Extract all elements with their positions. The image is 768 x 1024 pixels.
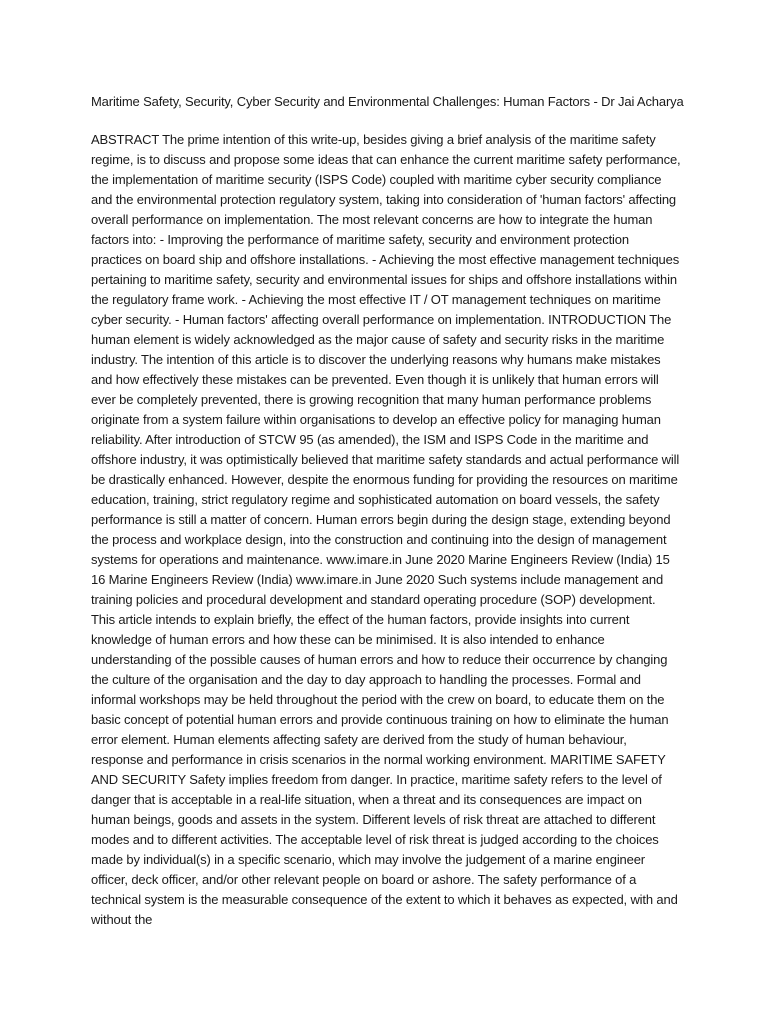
document-title: Maritime Safety, Security, Cyber Security and Environmental Challenges: Human Factors - Dr Jai Acharya [91,94,684,109]
document-body-text: ABSTRACT The prime intention of this write-up, besides giving a brief analysis of the maritime safety regime, is to discuss and propose some ideas that can enhance the current maritime safety performance, the implementation of maritime security (ISPS Code) coupled with maritime cyber security compliance and the environmental protection regulatory system, taking into consideration of 'human factors' affecting overall performance on implementation. The most relevant concerns are how to integrate the human factors into: - Improving the performance of maritime safety, security and environment protection practices on board ship and offshore installations. - Achieving the most effective management techniques pertaining to maritime safety, security and environmental issues for ships and offshore installations within the regulatory frame work. - Achieving the most effective IT / OT management techniques on maritime cyber security. - Human factors' affecting overall performance on implementation. INTRODUCTION The human element is widely acknowledged as the major cause of safety and security risks in the maritime industry. The intention of this article is to discover the underlying reasons why humans make mistakes and how effectively these mistakes can be prevented. Even though it is unlikely that human errors will ever be completely prevented, there is growing recognition that many human performance problems originate from a system failure within organisations to develop an effective policy for managing human reliability. After introduction of STCW 95 (as amended), the ISM and ISPS Code in the maritime and offshore industry, it was optimistically believed that maritime safety standards and actual performance will be drastically enhanced. However, despite the enormous funding for providing the resources on maritime education, training, strict regulatory regime and sophisticated automation on board vessels, the safety performance is still a matter of concern. Human errors begin during the design stage, extending beyond the process and workplace design, into the construction and continuing into the design of management systems for operations and maintenance. www.imare.in June 2020 Marine Engineers Review (India) 15 16 Marine Engineers Review (India) www.imare.in June 2020 Such systems include management and training policies and procedural development and standard operating procedure (SOP) development. This article intends to explain briefly, the effect of the human factors, provide insights into current knowledge of human errors and how these can be minimised. It is also intended to enhance understanding of the possible causes of human errors and how to reduce their occurrence by changing the culture of the organisation and the day to day approach to handling the processes. Formal and informal workshops may be held throughout the period with the crew on board, to educate them on the basic concept of potential human errors and provide continuous training on how to eliminate the human error element. Human elements affecting safety are derived from the study of human behaviour, response and performance in crisis scenarios in the normal working environment. MARITIME SAFETY AND SECURITY Safety implies freedom from danger. In practice, maritime safety refers to the level of danger that is acceptable in a real-life situation, when a threat and its consequences are impact on human beings, goods and assets in the system. Different levels of risk threat are attached to different modes and to different activities. The acceptable level of risk threat is judged according to the choices made by individual(s) in a specific scenario, which may involve the judgement of a marine engineer officer, deck officer, and/or other relevant people on board or ashore. The safety performance of a technical system is the measurable consequence of the extent to which it behaves as expected, with and without the [91,132,681,927]
document-page [91,92,684,930]
